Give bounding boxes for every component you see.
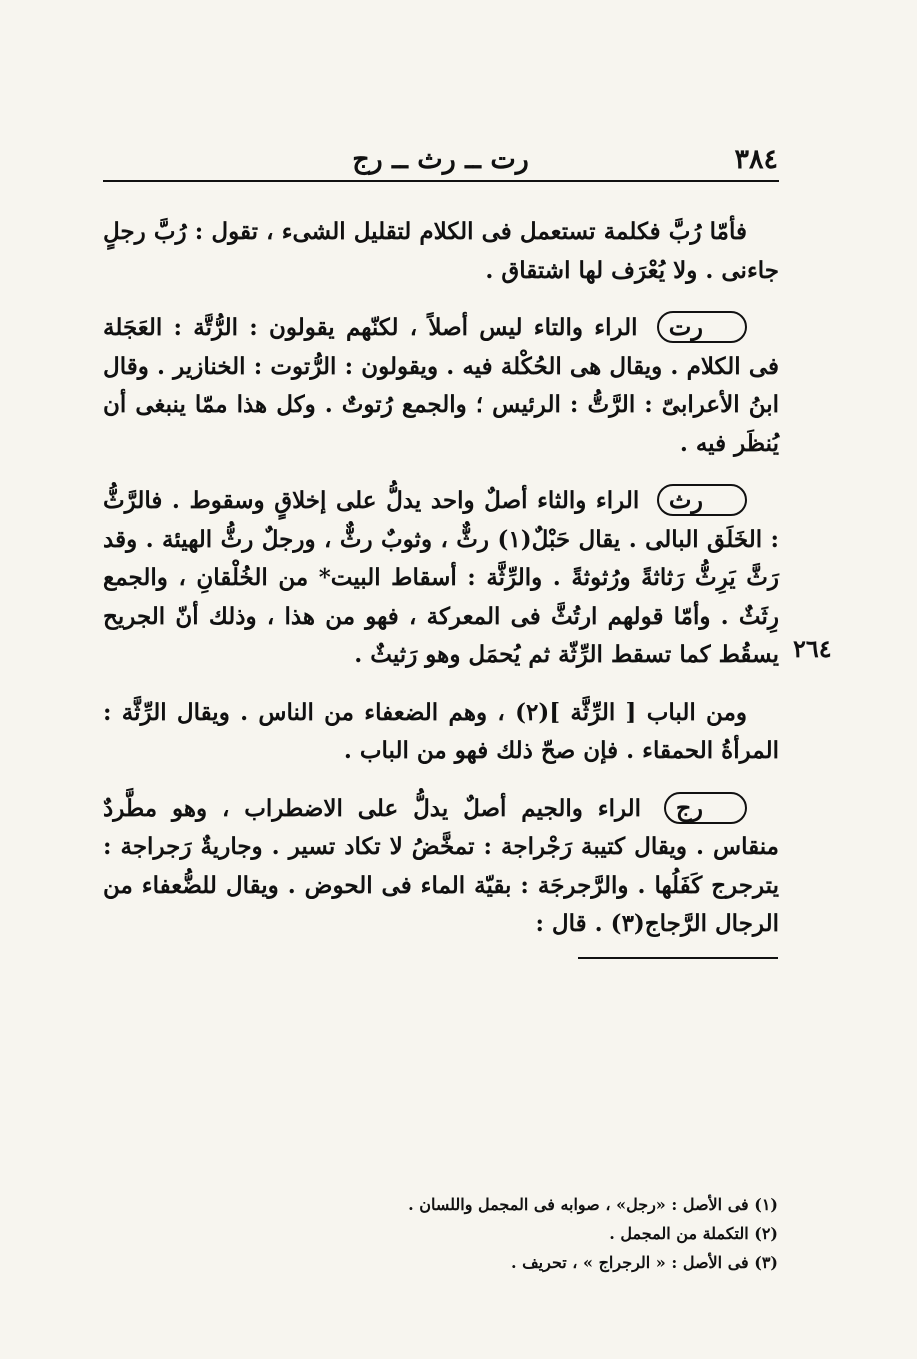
- paragraph-text: ومن الباب [ الرِّثَّة ](٢) ، وهم الضعفاء من الناس . ويقال الرِّثَّة : المرأةُ الحمقاء . فإن صحّ ذلك فهو من الباب .: [103, 698, 779, 764]
- footnote: (٢) التكملة من المجمل .: [609, 1224, 778, 1243]
- margin-number: ٢٦٤: [793, 634, 832, 663]
- entry-heading: رث: [657, 484, 747, 516]
- paragraph-text: فأمّا رُبَّ فكلمة تستعمل فى الكلام لتقليل الشىء ، تقول : رُبَّ رجلٍ جاءنى . ولا يُعْرَف لها اشتقاق .: [103, 218, 779, 284]
- body-text: [103, 213, 779, 963]
- paragraph-text: الراء والجيم أصلٌ يدلُّ على الاضطراب ، وهو مطَّردٌ منقاس . ويقال كتيبة رَجْراجة : تمخَّضُ لا تكاد تسير . وجاريةٌ رَجراجة : يترجرج كَفَلُها . والرَّجرجَة : بقيّة الماء فى الحوض . ويقال للضُّعفاء من الرجال الرَّجاج(٣) . قال :: [103, 794, 779, 937]
- paragraph: [103, 694, 779, 771]
- entry-heading: رت: [657, 311, 747, 343]
- paragraph-text: الراء والتاء ليس أصلاً ، لكنّهم يقولون : الرُّتَّة : العَجَلة فى الكلام . ويقال هى الحُكْلة فيه . ويقولون : الرُّتوت : الخنازير . وقال ابنُ الأعرابىّ : الرَّتُّ : الرئيس ؛ والجمع رُتوتٌ . وكل هذا ممّا ينبغى أن يُنظَر فيه .: [103, 314, 779, 457]
- running-title: رت ــ رث ــ رج: [352, 144, 529, 175]
- header-rule: [103, 180, 779, 182]
- entry-heading: رج: [664, 792, 747, 824]
- page-number: ٣٨٤: [734, 144, 778, 175]
- footnotes: [300, 1190, 778, 1277]
- paragraph: [103, 790, 779, 944]
- footnote: (٣) فى الأصل : « الرجراج » ، تحريف .: [510, 1253, 778, 1272]
- paragraph-text: الراء والثاء أصلٌ واحد يدلُّ على إخلاقٍ وسقوط . فالرَّثُّ : الخَلَق البالى . يقال حَبْلٌ(١) رثٌّ ، وثوبٌ رثٌّ ، ورجلٌ رثُّ الهيئة . وقد رَثَّ يَرِثُّ رَثاثةً ورُثوثةً . والرِّثَّة : أسقاط البيت* من الخُلْقانِ ، والجمع رِثَثٌ . وأمّا قولهم ارتُثَّ فى المعركة ، فهو من هذا ، وذلك أنّ الجريح يسقُط كما تسقط الرِّثّة ثم يُحمَل وهو رَثيثٌ .: [103, 487, 779, 668]
- page-header: [103, 140, 778, 180]
- footnote: (١) فى الأصل : «رجل» ، صوابه فى المجمل واللسان .: [408, 1195, 778, 1214]
- paragraph: [103, 213, 779, 290]
- paragraph: [103, 309, 779, 463]
- footnote-rule: [578, 957, 778, 959]
- paragraph: [103, 482, 779, 675]
